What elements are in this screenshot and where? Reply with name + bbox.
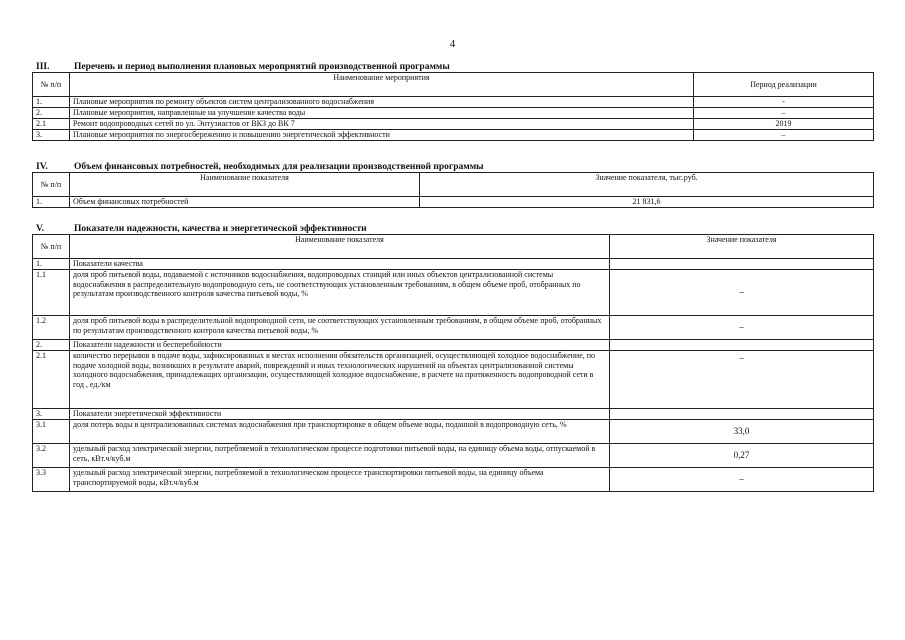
row-num: 1. [33, 197, 70, 208]
row-num: 2.1 [33, 119, 70, 130]
row-num: 1.2 [33, 316, 70, 340]
col-header-name: Наименование мероприятия [70, 73, 694, 97]
row-value: – [610, 351, 874, 409]
col-header-value: Значение показателя [610, 235, 874, 259]
table-row [33, 420, 874, 444]
row-num: 3.3 [33, 468, 70, 492]
col-header-value: Значение показателя, тыс.руб. [420, 173, 874, 197]
row-value: – [610, 468, 874, 492]
table-row [33, 316, 874, 340]
row-num: 2. [33, 108, 70, 119]
table-row [33, 97, 874, 108]
section-4-title [36, 162, 484, 172]
row-value: 33,0 [610, 420, 874, 444]
table-row [33, 108, 874, 119]
row-num: 1.1 [33, 270, 70, 316]
row-num: 1. [33, 97, 70, 108]
col-header-name: Наименование показателя [70, 173, 420, 197]
row-num: 2. [33, 340, 70, 351]
section-5-title-text: Показатели надежности, качества и энергетической эффективности [74, 224, 367, 234]
section-3-title [36, 62, 450, 72]
row-value: 0,27 [610, 444, 874, 468]
row-value: – [610, 316, 874, 340]
section-5-number: V. [36, 224, 45, 234]
table-row [33, 468, 874, 492]
table-row [33, 409, 874, 420]
section-3-number: III. [36, 62, 50, 72]
row-name: количество перерывов в подаче воды, зафиксированных в местах исполнения обязательств организацией, осуществляющей холодное водоснабжение, по подаче холодной воды, возникших в результате аварий, повреждений и иных технологических нарушений на объектах централизованной системы холодного водоснабжения, принадлежащих организации, осуществляющей холодное водоснабжение, в расчете на протяженность водопроводной сети в год , ед./км [70, 351, 610, 409]
row-value: – [610, 270, 874, 316]
section-5-title [36, 224, 367, 234]
row-num: 3.2 [33, 444, 70, 468]
row-name: Ремонт водопроводных сетей по ул. Энтузиастов от ВКЗ до ВК 7 [70, 119, 694, 130]
row-name: доля потерь воды в централизованных системах водоснабжения при транспортировке в общем объеме воды, поданной в водопроводную сеть, % [70, 420, 610, 444]
section-3-title-text: Перечень и период выполнения плановых мероприятий производственной программы [74, 62, 450, 72]
row-value [610, 259, 874, 270]
section-4-title-text: Объем финансовых потребностей, необходимых для реализации производственной программы [74, 162, 484, 172]
section-4-number: IV. [36, 162, 48, 172]
row-name: Плановые мероприятия, направленные на улучшение качества воды [70, 108, 694, 119]
row-num: 3.1 [33, 420, 70, 444]
col-header-num: № п/п [33, 235, 70, 259]
row-name: доля проб питьевой воды, подаваемой с источников водоснабжения, водопроводных станций или иных объектов централизованной системы водоснабжения в распределительную водопроводную сеть, не соответствующих установленным требованиям, в общем объеме проб, отобранных по результатам производственного контроля качества питьевой воды, % [70, 270, 610, 316]
col-header-name: Наименование показателя [70, 235, 610, 259]
row-num: 3. [33, 409, 70, 420]
row-name: Показатели надежности и бесперебойности [70, 340, 610, 351]
section-5-table [32, 234, 874, 492]
row-period: - [694, 97, 874, 108]
page-number: 4 [449, 38, 456, 50]
table-row [33, 119, 874, 130]
col-header-num: № п/п [33, 73, 70, 97]
row-name: удельный расход электрической энергии, потребляемой в технологическом процессе транспортировки питьевой воды, на единицу объема транспортируемой воды, кВт.ч/куб.м [70, 468, 610, 492]
row-period: 2019 [694, 119, 874, 130]
table-row [33, 130, 874, 141]
table-row [33, 197, 874, 208]
row-name: Показатели качества [70, 259, 610, 270]
row-value [610, 409, 874, 420]
table-row [33, 340, 874, 351]
row-num: 2.1 [33, 351, 70, 409]
row-value: 21 831,6 [420, 197, 874, 208]
col-header-period: Период реализации [694, 73, 874, 97]
table-row [33, 444, 874, 468]
table-row [33, 351, 874, 409]
row-period: – [694, 108, 874, 119]
table-row [33, 270, 874, 316]
row-num: 1. [33, 259, 70, 270]
row-name: Плановые мероприятия по ремонту объектов систем централизованного водоснабжения [70, 97, 694, 108]
table-row [33, 259, 874, 270]
row-name: Показатели энергетической эффективности [70, 409, 610, 420]
row-name: удельный расход электрической энергии, потребляемой в технологическом процессе подготовки питьевой воды, на единицу объема воды, отпускаемой в сеть, кВт.ч/куб.м [70, 444, 610, 468]
section-3-table [32, 72, 874, 141]
section-4-table [32, 172, 874, 208]
row-value [610, 340, 874, 351]
row-num: 3. [33, 130, 70, 141]
row-period: – [694, 130, 874, 141]
row-name: Плановые мероприятия по энергосбережению и повышению энергетической эффективности [70, 130, 694, 141]
row-name: доля проб питьевой воды в распределительной водопроводной сети, не соответствующих установленным требованиям, в общем объеме проб, отобранных по результатам производственного контроля качества питьевой воды, % [70, 316, 610, 340]
row-name: Объем финансовых потребностей [70, 197, 420, 208]
col-header-num: № п/п [33, 173, 70, 197]
